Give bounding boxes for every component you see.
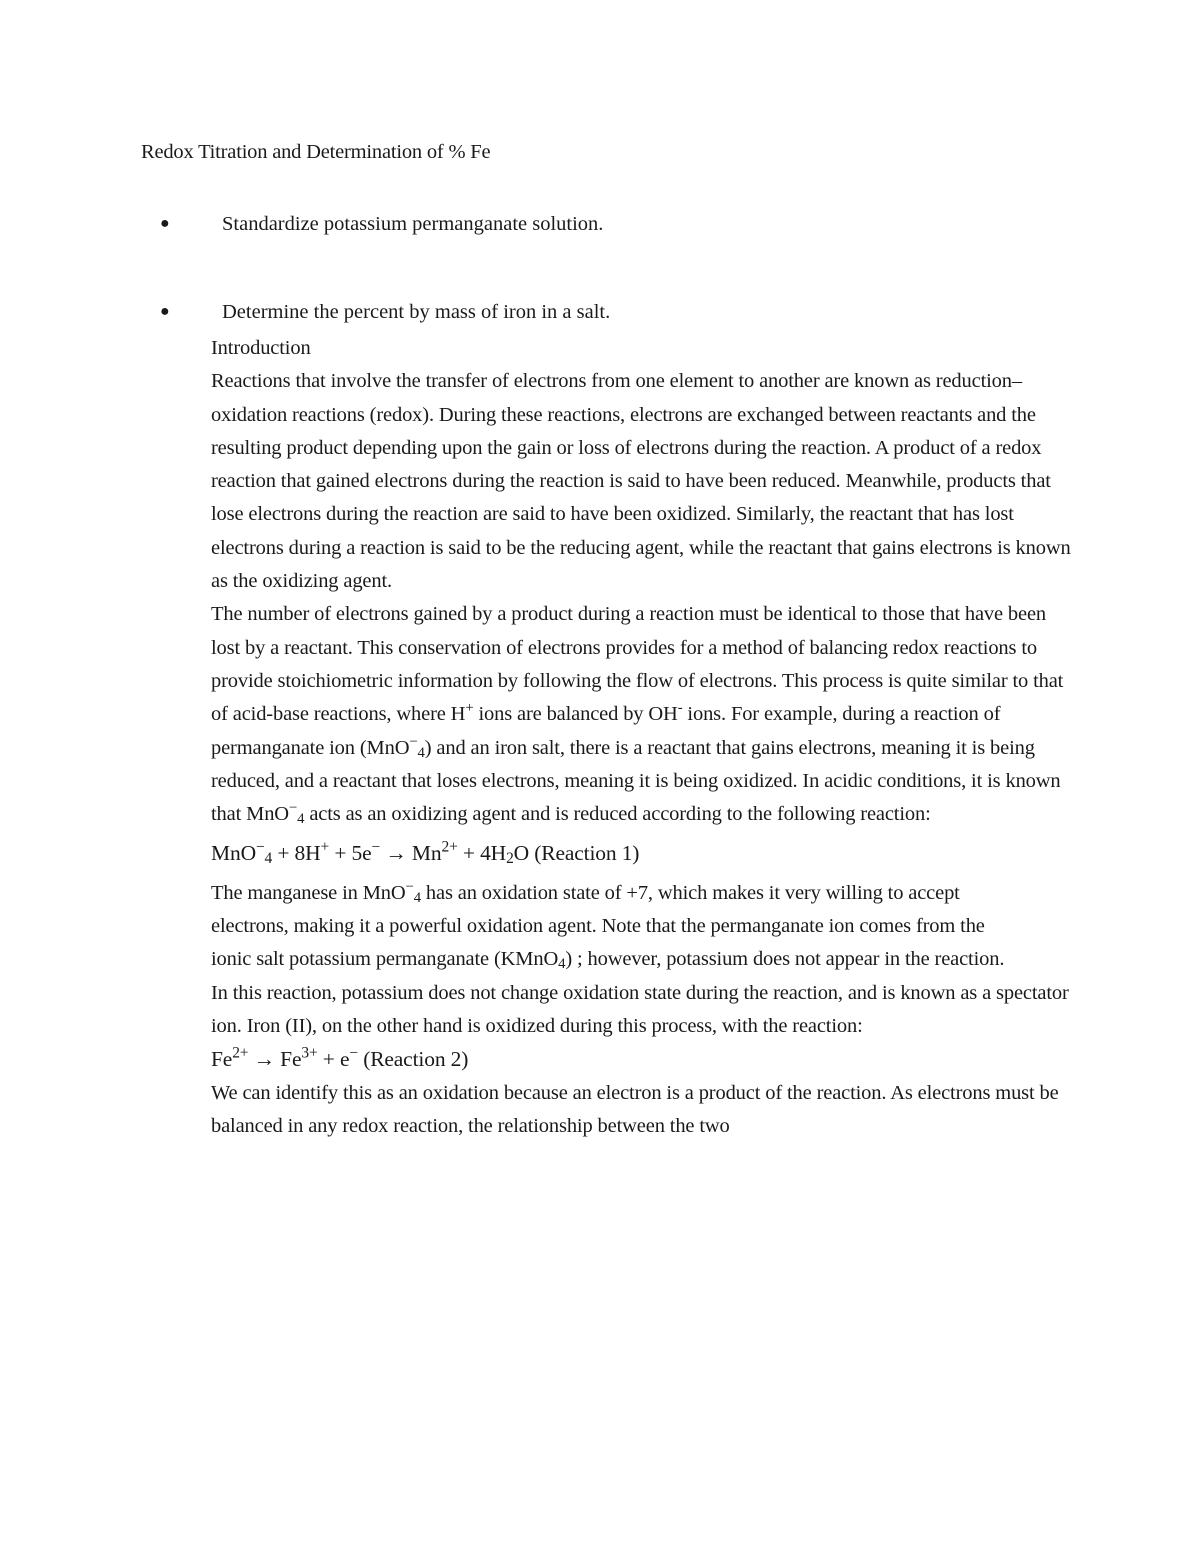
objective-text: Standardize potassium permanganate solution.	[222, 213, 604, 235]
document-title: Redox Titration and Determination of % Fe	[141, 141, 491, 163]
document-body	[211, 332, 1071, 1143]
reaction-2-equation: $Fe^{2+} \to Fe^{3+} + e^-$ (Reaction 2)	[211, 1044, 469, 1072]
reaction-1-equation: $MnO^-_4 + 8H^+ + 5e^- \to Mn^{2+} + 4H_2O$ (Reaction 1)	[211, 838, 640, 868]
paragraph-electron-conservation: The number of electrons gained by a product during a reaction must be identical to those that have been lost by a reactant. This conservation of electrons provides for a method of balancing redox reactions to provide stoichiometric information by following the flow of electrons. This process is quite similar to that of acid-base reactions, where H+ ions are balanced by OH- ions. For example, during a reaction of permanganate ion (MnO−$_4$) and an iron salt, there is a reactant that gains electrons, meaning it is being reduced, and a reactant that loses electrons, meaning it is being oxidized. In acidic conditions, it is known that MnO−$_4$ acts as an oxidizing agent and is reduced according to the following reaction:	[211, 603, 1064, 828]
paragraph-redox-definition: Reactions that involve the transfer of electrons from one element to another are known as reduction–oxidation reactions (redox). During these reactions, electrons are exchanged between reactants and the resulting product depending upon the gain or loss of electrons during the reaction. A product of a redox reaction that gained electrons during the reaction is said to have been reduced. Meanwhile, products that lose electrons during the reaction are said to have been oxidized. Similarly, the reactant that has lost electrons during a reaction is said to be the reducing agent, while the reactant that gains electrons is known as the oxidizing agent.	[211, 370, 1071, 593]
paragraph-manganese: The manganese in MnO−$_4$ has an oxidation state of +7, which makes it very willing to accept electrons, making it a powerful oxidation agent. Note that the permanganate ion comes from the ionic salt potassium permanganate (KMnO$_4$) ; however, potassium does not appear in the reaction.	[211, 878, 1005, 973]
paragraph-oxidation-identification: We can identify this as an oxidation because an electron is a product of the reaction. As electrons must be balanced in any redox reaction, the relationship between the two	[211, 1081, 1059, 1137]
objective-text: Determine the percent by mass of iron in a salt.	[222, 301, 611, 323]
paragraph-spectator-ion: In this reaction, potassium does not change oxidation state during the reaction, and is known as a spectator ion. Iron (II), on the other hand is oxidized during this process, with the reaction:	[211, 981, 1069, 1037]
bullet-icon: ●	[160, 215, 170, 232]
intro-heading: Introduction	[211, 337, 311, 359]
bullet-icon: ●	[160, 303, 170, 320]
